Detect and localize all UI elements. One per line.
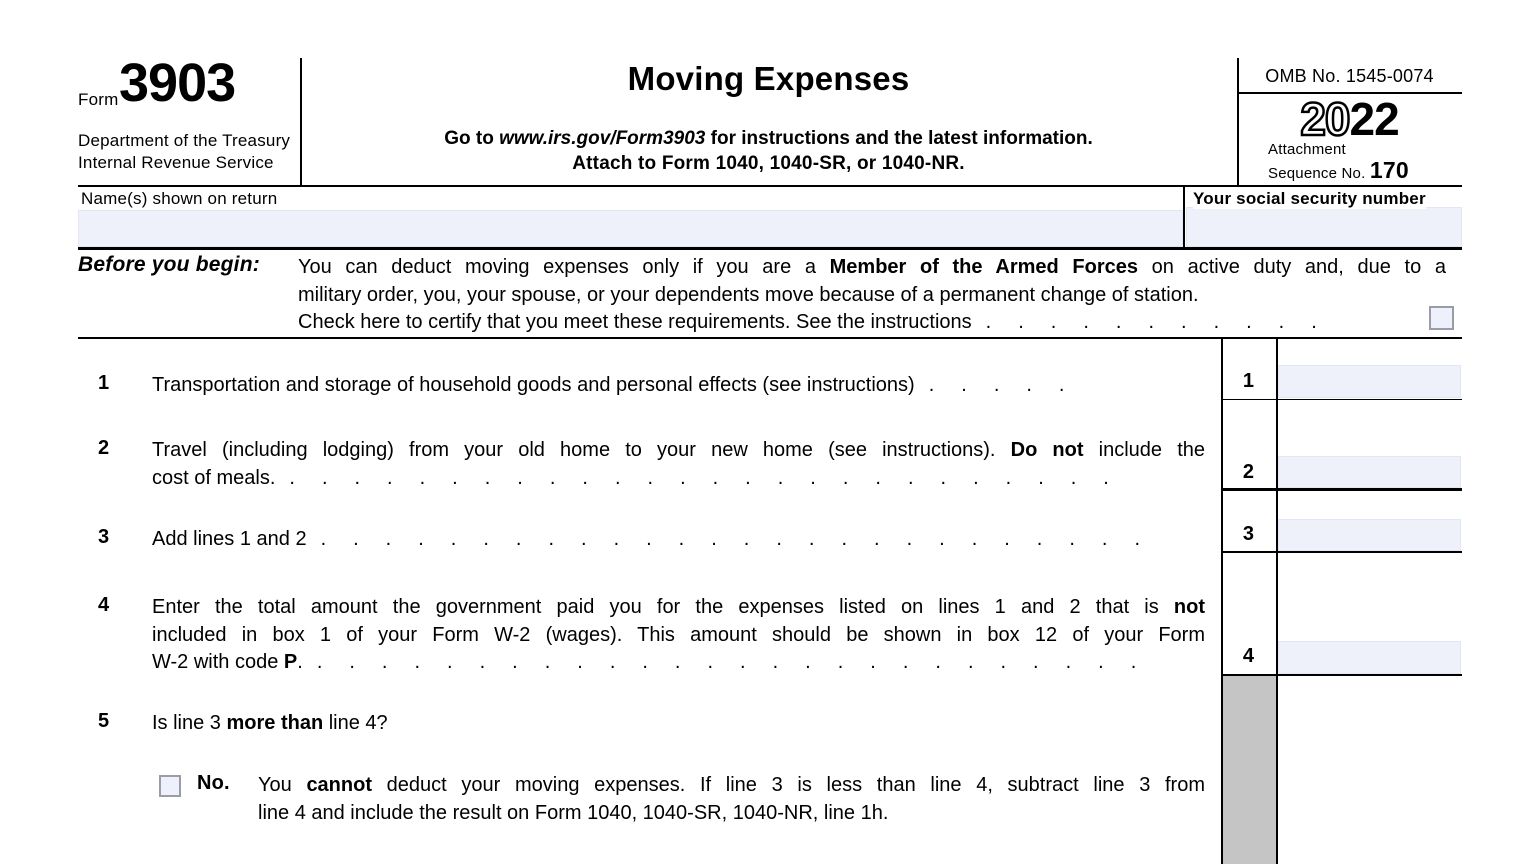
line-number-column-right-border (1276, 338, 1278, 864)
name-label: Name(s) shown on return (81, 189, 278, 208)
line-1-box-label: 1 (1242, 370, 1255, 392)
agency-line: Internal Revenue Service (78, 153, 274, 172)
header-bottom-border (78, 185, 1462, 187)
row2-bottom-border (1221, 488, 1462, 491)
line-1-amount-input[interactable] (1278, 365, 1461, 398)
line-2-amount-input[interactable] (1278, 456, 1461, 488)
line-3-number: 3 (98, 526, 110, 548)
line-4-amount-input[interactable] (1278, 641, 1461, 674)
before-you-begin-label: Before you begin: (78, 253, 260, 276)
no-option-text: You cannot deduct your moving expenses. If line 3 is less than line 4, subtract line 3 from line 4 and include the result on Form 1040, 1040-SR, 1040-NR, line 1h. (258, 774, 1205, 824)
no-option-label: No. (197, 772, 230, 794)
name-row-bottom-border (78, 247, 1462, 250)
attachment-label: Attachment (1268, 141, 1346, 158)
before-section-bottom-border (78, 337, 1462, 339)
tax-year-bold-digits: 22 (1349, 93, 1399, 145)
line-3-amount-input[interactable] (1278, 519, 1461, 551)
tax-year (1237, 93, 1462, 145)
row3-bottom-border (1221, 551, 1462, 553)
form-number: 3903 (119, 53, 236, 113)
attach-instruction-line: Attach to Form 1040, 1040-SR, or 1040-NR. (572, 153, 965, 174)
line-1-description: Transportation and storage of household goods and personal effects (see instructions) ..... (152, 374, 1092, 396)
ssn-label: Your social security number (1193, 189, 1426, 208)
before-you-begin-text: You can deduct moving expenses only if you are a Member of the Armed Forces on active duty and, due to a military order, you, your spouse, or your dependents move because of a permanent change of station. Check here to certify that you meet these requirements. See the instructions ........... (298, 256, 1446, 334)
line-4-number: 4 (98, 594, 110, 616)
name-input[interactable] (78, 210, 1183, 247)
row1-bottom-border (1221, 399, 1462, 400)
form-title: Moving Expenses (627, 60, 910, 97)
certify-checkbox[interactable] (1429, 306, 1454, 330)
sequence-number: 170 (1369, 157, 1409, 183)
ssn-input[interactable] (1186, 207, 1462, 247)
line-3-box-label: 3 (1242, 523, 1255, 545)
line-2-number: 2 (98, 437, 110, 459)
sequence-label: Sequence No. (1268, 165, 1370, 182)
name-ssn-divider (1183, 186, 1185, 247)
department-line: Department of the Treasury (78, 131, 291, 150)
sequence-line (1268, 157, 1409, 184)
line-5-number: 5 (98, 710, 110, 732)
line-4-box-label: 4 (1242, 645, 1255, 667)
line-5-question: Is line 3 more than line 4? (152, 712, 388, 734)
line-3-description: Add lines 1 and 2 .......................... (152, 528, 1168, 550)
no-checkbox[interactable] (159, 775, 181, 797)
shaded-column-area (1223, 676, 1276, 864)
line-4-description: Enter the total amount the government paid you for the expenses listed on lines 1 and 2 that is not included in box 1 of your Form W-2 (wages). This amount should be shown in box 12 of your Form W-2 with code P. .......................... (152, 596, 1205, 674)
line-1-number: 1 (98, 372, 110, 394)
omb-number: OMB No. 1545-0074 (1265, 66, 1434, 86)
tax-year-outline-digits: 20 (1300, 93, 1350, 145)
goto-instruction-line: Go to www.irs.gov/Form3903 for instructions and the latest information. (444, 128, 1093, 149)
line-2-box-label: 2 (1242, 461, 1255, 483)
line-2-description: Travel (including lodging) from your old home to your new home (see instructions). Do not include the cost of meals. .......................... (152, 439, 1205, 489)
form-word-label: Form (78, 90, 119, 109)
